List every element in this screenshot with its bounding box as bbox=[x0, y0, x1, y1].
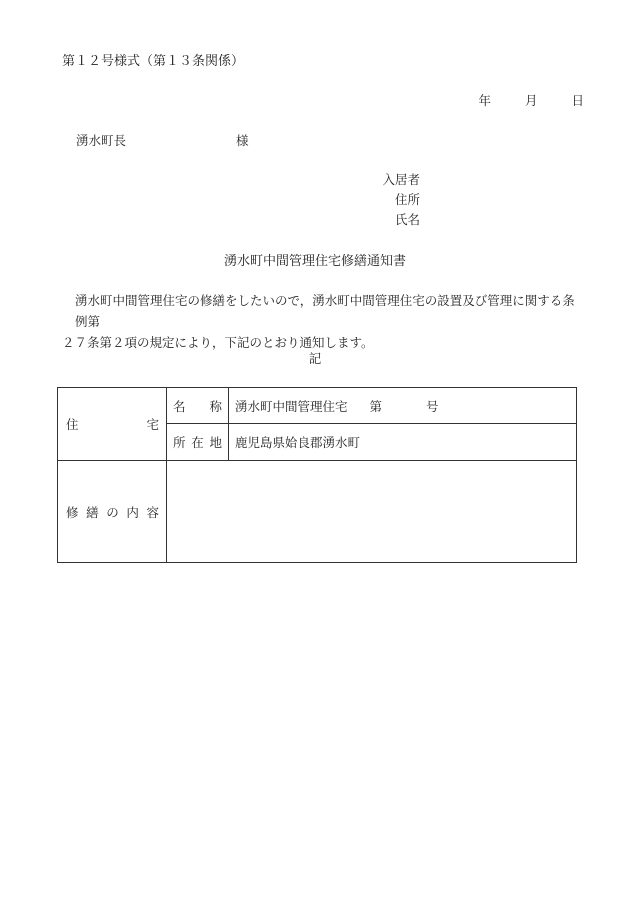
tenant-label: 入居者 bbox=[382, 172, 420, 187]
table-row bbox=[58, 461, 577, 563]
tenant-block bbox=[374, 170, 420, 230]
table-row bbox=[58, 388, 577, 424]
ki-heading: 記 bbox=[308, 351, 322, 366]
tenant-name-label: 氏名 bbox=[394, 212, 420, 227]
repair-value-cell[interactable] bbox=[167, 461, 577, 563]
location-value: 鹿児島県姶良郡湧水町 bbox=[235, 435, 361, 450]
name-label-cell bbox=[167, 388, 229, 424]
housing-label: 住 宅 bbox=[66, 417, 159, 432]
date-day: 日 bbox=[571, 93, 584, 108]
body-line-2: ２７条第２項の規定により，下記のとおり通知します。 bbox=[62, 335, 374, 350]
housing-label-cell bbox=[58, 388, 167, 461]
date-year: 年 bbox=[478, 93, 491, 108]
form-number: 第１２号様式（第１３条関係） bbox=[62, 54, 245, 69]
location-label: 所 在 地 bbox=[173, 435, 222, 450]
location-value-cell[interactable] bbox=[229, 424, 577, 461]
name-value-cell[interactable] bbox=[229, 388, 577, 424]
addressee-name: 湧水町長 bbox=[76, 133, 127, 148]
name-label: 名 称 bbox=[173, 398, 222, 414]
date-line bbox=[478, 91, 584, 109]
body-text bbox=[62, 290, 582, 353]
repair-label: 修 繕 の 内 容 bbox=[66, 504, 159, 520]
name-value: 湧水町中間管理住宅 第 号 bbox=[235, 398, 439, 414]
addressee-honorific: 様 bbox=[236, 133, 249, 148]
document-title: 湧水町中間管理住宅修繕通知書 bbox=[223, 254, 406, 269]
addressee bbox=[76, 131, 249, 149]
tenant-address-label: 住所 bbox=[394, 192, 420, 207]
location-label-cell bbox=[167, 424, 229, 461]
repair-label-cell bbox=[58, 461, 167, 563]
date-month: 月 bbox=[524, 93, 538, 108]
housing-table bbox=[57, 387, 577, 563]
body-line-1: 湧水町中間管理住宅の修繕をしたいので，湧水町中間管理住宅の設置及び管理に関する条例第 bbox=[75, 293, 575, 329]
